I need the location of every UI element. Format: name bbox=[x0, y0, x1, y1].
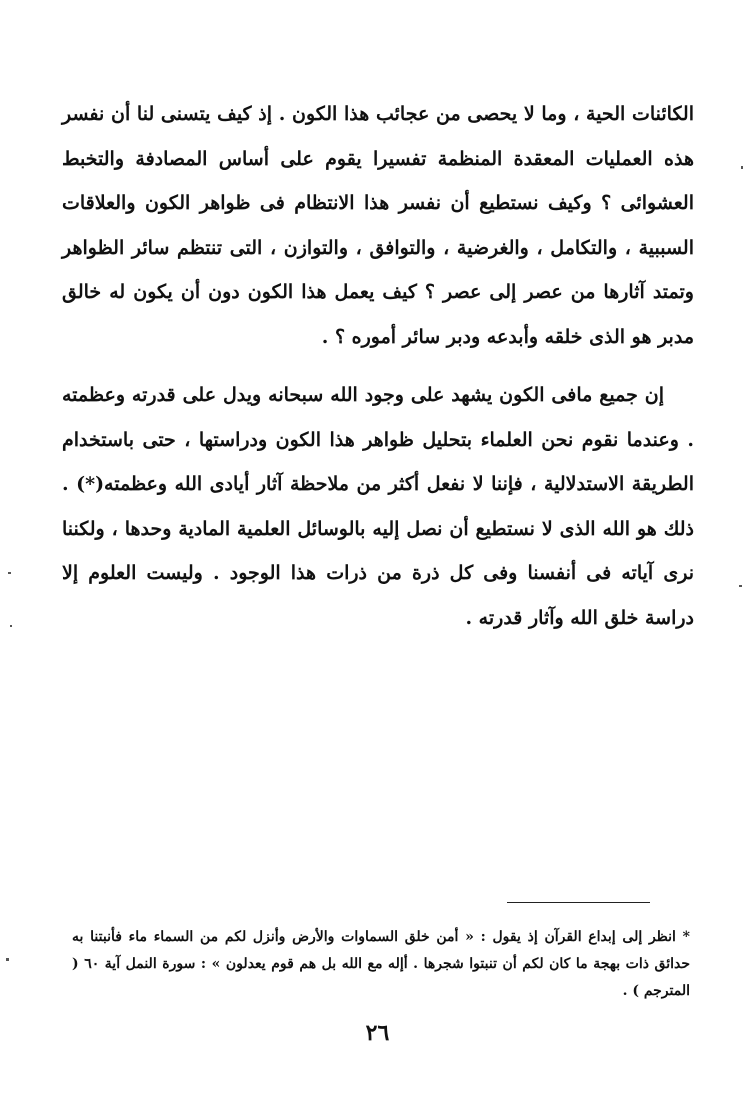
scan-speck bbox=[10, 625, 12, 627]
paragraph: إن جميع مافى الكون يشهد على وجود الله سبحانه ويدل على قدرته وعظمته . وعندما نقوم نحن العلماء بتحليل ظواهر هذا الكون ودراستها ، حتى باستخدام الطريقة الاستدلالية ، فإننا لا نفعل أكثر من ملاحظة آثار أيادى الله وعظمته(*) . ذلك هو الله الذى لا نستطيع أن نصل إليه بالوسائل العلمية المادية وحدها ، ولكننا نرى آياته فى أنفسنا وفى كل ذرة من ذرات هذا الوجود . وليست العلوم إلا دراسة خلق الله وآثار قدرته . bbox=[62, 384, 694, 629]
scan-speck bbox=[8, 572, 11, 574]
scan-speck bbox=[741, 166, 743, 169]
paragraph: الكائنات الحية ، وما لا يحصى من عجائب هذا الكون . إذ كيف يتسنى لنا أن نفسر هذه العمليات المعقدة المنظمة تفسيرا يقوم على أساس المصادفة والتخبط العشوائى ؟ وكيف نستطيع أن نفسر هذا الانتظام فى ظواهر الكون والعلاقات السببية ، والتكامل ، والغرضية ، والتوافق ، والتوازن ، التى تنتظم سائر الظواهر وتمتد آثارها من عصر إلى عصر ؟ كيف يعمل هذا الكون دون أن يكون له خالق مدبر هو الذى خلقه وأبدعه ودبر سائر أموره ؟ . bbox=[62, 103, 694, 348]
scan-speck bbox=[6, 958, 9, 961]
footnote-text: * انظر إلى إبداع القرآن إذ يقول : « أمن خلق السماوات والأرض وأنزل لكم من السماء ماء فأنبتنا به حدائق ذات بهجة ما كان لكم أن تنبتوا شجرها . أإله مع الله بل هم قوم يعدلون » : سورة النمل آية ٦٠ ( المترجم ) . bbox=[72, 929, 690, 999]
page-number: ٢٦ bbox=[365, 1020, 390, 1046]
footnote-divider bbox=[507, 902, 650, 903]
scan-speck bbox=[739, 585, 742, 587]
footnote bbox=[72, 924, 690, 1005]
main-text-block bbox=[62, 92, 694, 640]
